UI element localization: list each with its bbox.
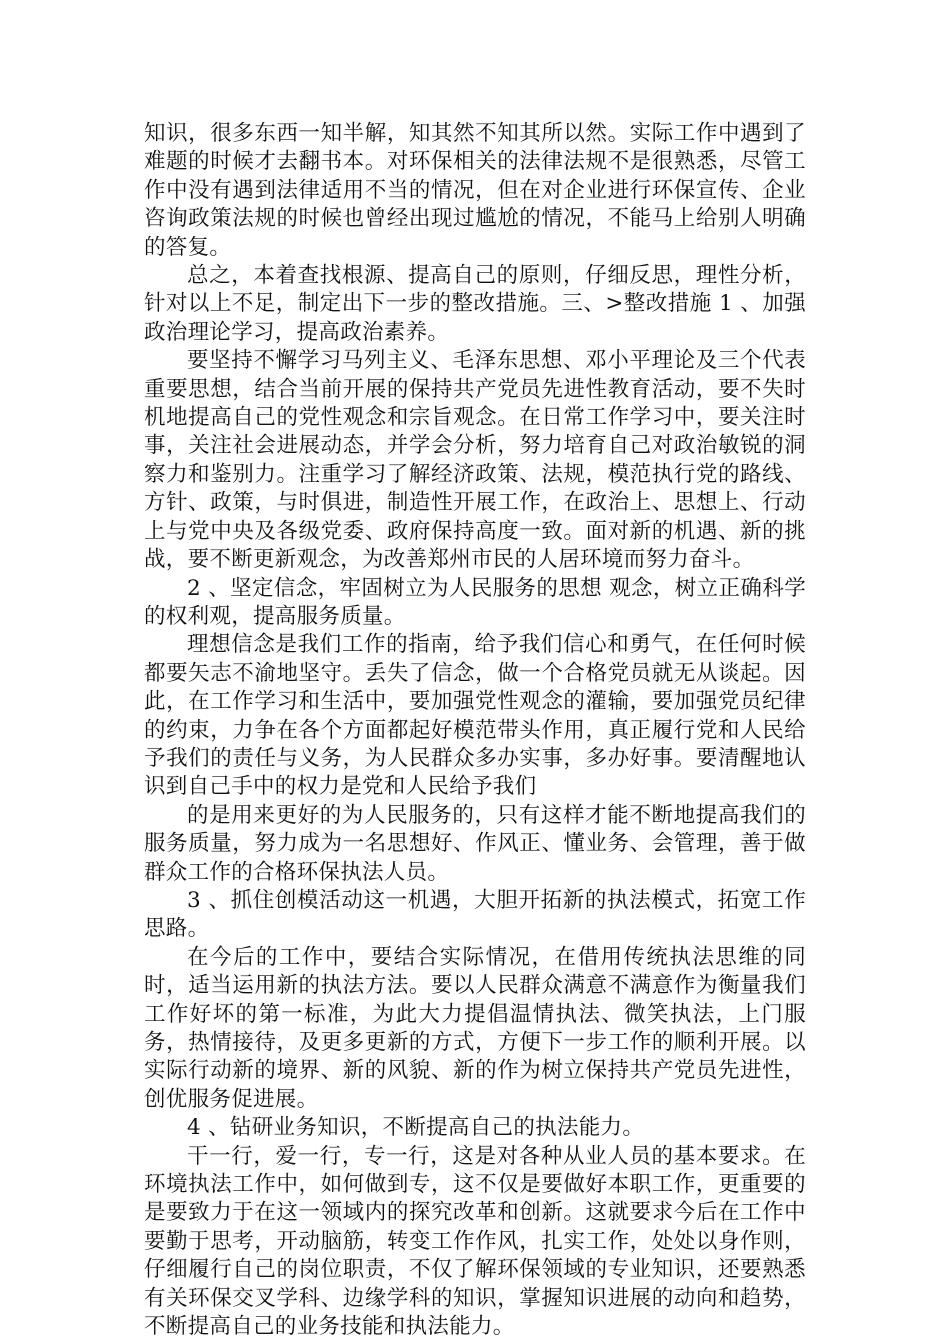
paragraph-2: 总之，本着查找根源、提高自己的原则，仔细反思，理性分析，针对以上不足，制定出下一步的整改措施。三、>整改措施 1 、加强政治理论学习，提高政治素养。 bbox=[144, 263, 806, 345]
paragraph-9: 4 、钻研业务知识，不断提高自己的执法能力。 bbox=[187, 1115, 645, 1141]
paragraph-10: 干一行，爱一行，专一行，这是对各种从业人员的基本要求。在环境执法工作中，如何做到专，这不仅是要做好本职工作，更重要的是要致力于在这一领域内的探究改革和创新。这就要求今后在工作中要勤于思考，开动脑筋，转变工作作风，扎实工作，处处以身作则，仔细履行自己的岗位职责，不仅了解环保领域的专业知识，还要熟悉有关环保交叉学科、边缘学科的知识，掌握知识进展的动向和趋势，不断提高自己的业务技能和执法能力。 bbox=[144, 1143, 806, 1340]
paragraph-4: 2 、坚定信念，牢固树立为人民服务的思想 观念，树立正确科学的权利观，提高服务质量。 bbox=[144, 575, 806, 629]
paragraph-7: 3 、抓住创模活动这一机遇，大胆开拓新的执法模式，拓宽工作思路。 bbox=[144, 887, 806, 942]
paragraph-3: 要坚持不懈学习马列主义、毛泽东思想、邓小平理论及三个代表重要思想，结合当前开展的保持共产党员先进性教育活动，要不失时机地提高自己的党性观念和宗旨观念。在日常工作学习中，要关注时事，关注社会进展动态，并学会分析，努力培育自己对政治敏锐的洞察力和鉴别力。注重学习了解经济政策、法规，模范执行党的路线、方针、政策，与时俱进，制造性开展工作，在政治上、思想上、行动上与党中央及各级党委、政府保持高度一致。面对新的机遇、新的挑战，要不断更新观念，为改善郑州市民的人居环境而努力奋斗。 bbox=[144, 348, 806, 573]
paragraph-5: 理想信念是我们工作的指南，给予我们信心和勇气，在任何时候都要矢志不渝地坚守。丢失了信念，做一个合格党员就无从谈起。因此，在工作学习和生活中，要加强党性观念的灌输，要加强党员纪律的约束，力争在各个方面都起好模范带头作用，真正履行党和人民给予我们的责任与义务，为人民群众多办实事，多办好事。要清醒地认识到自己手中的权力是党和人民给予我们 bbox=[144, 632, 806, 800]
document-body bbox=[144, 120, 806, 1341]
paragraph-8: 在今后的工作中，要结合实际情况，在借用传统执法思维的同时，适当运用新的执法方法。要以人民群众满意不满意作为衡量我们工作好坏的第一标准，为此大力提倡温情执法、微笑执法，上门服务，热情接待，及更多更新的方式，方便下一步工作的顺利开展。以实际行动新的境界、新的风貌、新的作为树立保持共产党员先进性，创优服务促进展。 bbox=[144, 944, 806, 1112]
paragraph-6: 的是用来更好的为人民服务的，只有这样才能不断地提高我们的服务质量，努力成为一名思想好、作风正、懂业务、会管理，善于做群众工作的合格环保执法人员。 bbox=[144, 802, 806, 885]
paragraph-1: 知识，很多东西一知半解，知其然不知其所以然。实际工作中遇到了难题的时候才去翻书本。对环保相关的法律法规不是很熟悉，尽管工作中没有遇到法律适用不当的情况，但在对企业进行环保宣传、企业咨询政策法规的时候也曾经出现过尴尬的情况，不能马上给别人明确的答复。 bbox=[144, 121, 806, 260]
